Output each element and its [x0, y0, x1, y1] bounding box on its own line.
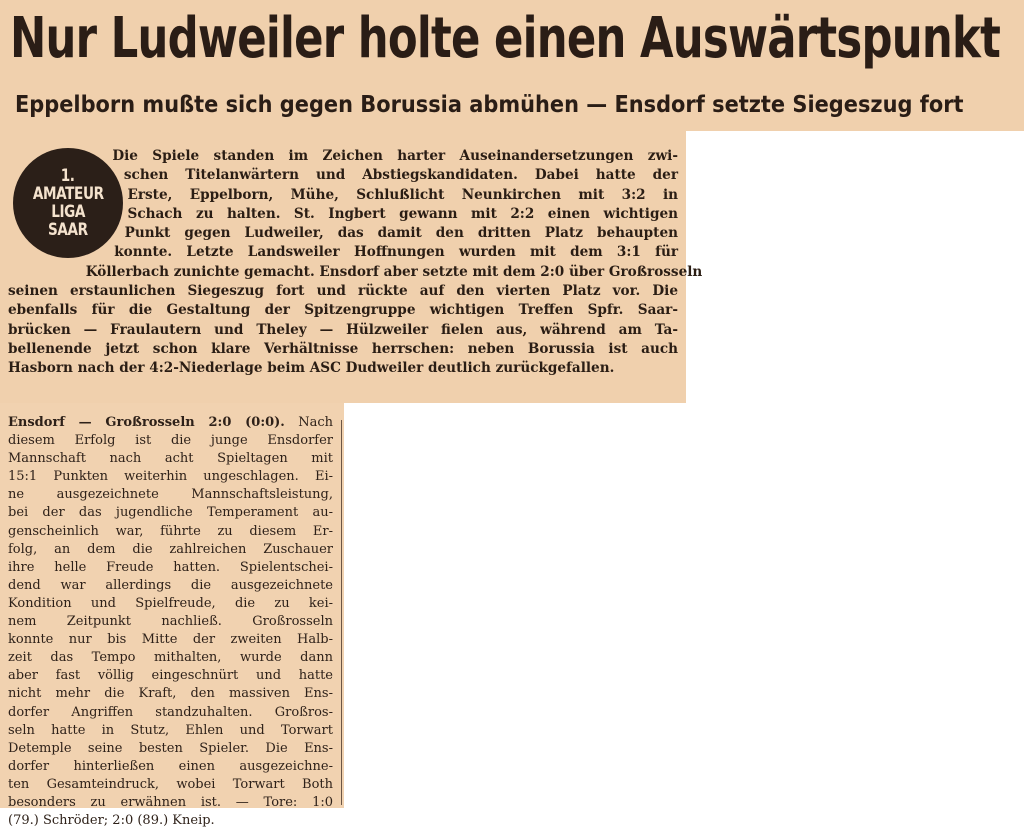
badge-line: 1.	[61, 166, 75, 186]
lead-line: Die Spiele standen im Zeichen harter Auseinandersetzungen zwi-	[112, 148, 678, 164]
badge-line: SAAR	[48, 220, 88, 240]
report-line: bei der das jugendliche Temperament au-	[8, 505, 333, 521]
report-line: Kondition und Spielfreude, die zu kei-	[8, 595, 333, 611]
report-line: folg, an dem die zahlreichen Zuschauer	[8, 541, 333, 557]
lead-line: Schach zu halten. St. Ingbert gewann mit 2:2 einen wichtigen	[127, 205, 678, 222]
lead-line: ebenfalls für die Gestaltung der Spitzengruppe wichtigen Treffen Spfr. Saar-	[8, 302, 678, 319]
report-line: Mannschaft nach acht Spieltagen mit	[8, 451, 333, 467]
report-line: genscheinlich war, führte zu diesem Er-	[8, 523, 333, 539]
report-line: dend war allerdings die ausgezeichnete	[8, 577, 333, 593]
lead-line: Erste, Eppelborn, Mühe, Schlußlicht Neunkirchen mit 3:2 in	[127, 186, 678, 203]
lead-line: Hasborn nach der 4:2-Niederlage beim ASC Dudweiler deutlich zurückgefallen.	[8, 360, 615, 377]
badge-line: LIGA	[51, 202, 85, 222]
lead-line: brücken — Fraulautern und Theley — Hülzweiler fielen aus, während am Ta-	[8, 321, 678, 338]
report-heading: Ensdorf — Großrosseln 2:0 (0:0).	[8, 415, 285, 430]
report-line: nem Zeitpunkt nachließ. Großrosseln	[8, 614, 333, 630]
badge-line: AMATEUR	[32, 184, 104, 204]
report-text: Nach	[298, 415, 333, 430]
report-line: zeit das Tempo mithalten, wurde dann	[8, 650, 333, 666]
report-line: seln hatte in Stutz, Ehlen und Torwart	[8, 722, 333, 738]
lead-paragraph	[8, 147, 703, 379]
report-line: ne ausgezeichnete Mannschaftsleistung,	[8, 487, 333, 503]
lead-line: seinen erstaunlichen Siegeszug fort und rückte auf den vierten Platz vor. Die	[8, 283, 678, 300]
lead-line: Punkt gegen Ludweiler, das damit den dritten Platz behaupten	[124, 225, 678, 242]
report-line: ten Gesamteindruck, wobei Torwart Both	[8, 776, 333, 792]
report-line: diesem Erfolg ist die junge Ensdorfer	[8, 433, 333, 449]
report-line: aber fast völlig eingeschnürt und hatte	[8, 668, 333, 684]
report-line: 15:1 Punkten weiterhin ungeschlagen. Ei-	[8, 469, 333, 485]
lead-line: Köllerbach zunichte gemacht. Ensdorf aber setzte mit dem 2:0 über Großrosseln	[85, 263, 703, 280]
report-line: dorfer hinterließen einen ausgezeichne-	[8, 758, 333, 774]
report-line: (79.) Schröder; 2:0 (89.) Kneip.	[8, 813, 215, 829]
lead-line: bellenende jetzt schon klare Verhältnisse herrschen: neben Borussia ist auch	[8, 340, 678, 357]
badge-wrap-space	[8, 147, 128, 265]
subheadline: Eppelborn mußte sich gegen Borussia abmühen — Ensdorf setzte Siegeszug fort	[15, 90, 964, 118]
column-divider	[341, 420, 342, 805]
lead-line: schen Titelanwärtern und Abstiegskandidaten. Dabei hatte der	[123, 167, 678, 184]
match-report	[8, 414, 333, 830]
report-line: dorfer Angriffen standzuhalten. Großros-	[8, 704, 333, 720]
report-line: besonders zu erwähnen ist. — Tore: 1:0	[8, 794, 333, 810]
headline: Nur Ludweiler holte einen Auswärtspunkt	[10, 6, 1001, 71]
report-first-line	[8, 414, 333, 432]
report-line: Detemple seine besten Spieler. Die Ens-	[8, 740, 333, 756]
report-line: ihre helle Freude hatten. Spielentschei-	[8, 559, 333, 575]
report-line: nicht mehr die Kraft, den massiven Ens-	[8, 686, 333, 702]
report-line: konnte nur bis Mitte der zweiten Halb-	[8, 632, 333, 648]
lead-line: konnte. Letzte Landsweiler Hoffnungen wurden mit dem 3:1 für	[114, 244, 678, 261]
